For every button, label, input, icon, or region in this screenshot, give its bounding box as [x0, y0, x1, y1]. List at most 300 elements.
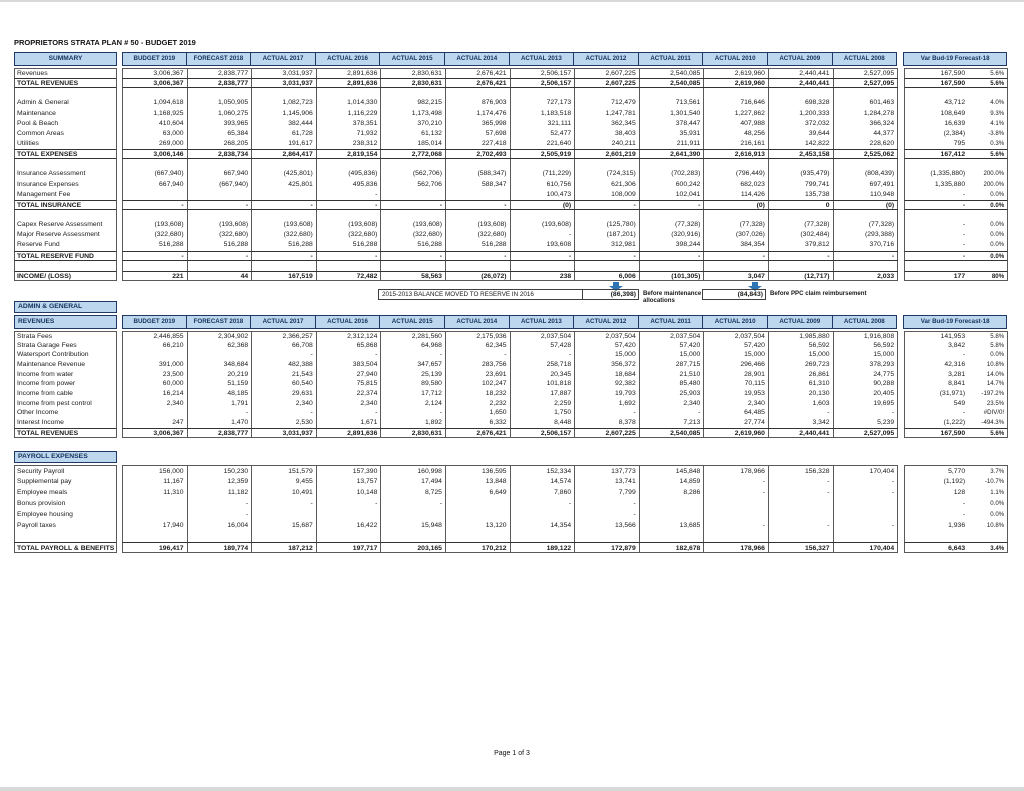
table-row	[14, 210, 1024, 220]
data-cell: -	[317, 498, 382, 509]
var-cell	[904, 498, 1008, 509]
data-cell: 11,310	[123, 487, 188, 498]
var-pct: 0.0%	[990, 221, 1005, 229]
data-cell: 2,175,936	[446, 332, 511, 341]
data-cell: -	[252, 408, 317, 418]
table-row	[14, 98, 1024, 108]
table-row	[14, 190, 1024, 200]
var-value: -	[962, 241, 966, 249]
data-cell: -	[188, 201, 253, 209]
table-row	[14, 520, 1024, 531]
data-cell	[575, 210, 640, 220]
var-value	[905, 88, 968, 98]
data-cell: 182,678	[640, 543, 705, 552]
var-cell	[904, 139, 1008, 149]
var-pct: 200.0%	[983, 170, 1005, 178]
var-pct: 0.3%	[990, 139, 1005, 147]
data-cell: 72,482	[317, 272, 382, 280]
data-cell: (77,328)	[769, 220, 834, 230]
data-cell: (193,608)	[317, 220, 382, 230]
data-cell: -	[317, 252, 382, 260]
data-cell	[511, 210, 576, 220]
var-pct: 5.8%	[990, 332, 1005, 340]
data-cell: 258,718	[511, 360, 576, 370]
var-cell	[904, 88, 1008, 98]
data-cell: 312,981	[575, 240, 640, 250]
data-cell: 26,861	[769, 370, 834, 380]
data-cell	[446, 159, 511, 169]
table-row	[14, 465, 1024, 476]
data-cell	[188, 210, 253, 220]
column-header: ACTUAL 2009	[768, 315, 833, 329]
column-header: ACTUAL 2013	[510, 315, 575, 329]
data-cell: 2,037,504	[704, 332, 769, 341]
var-value: 42,316	[944, 361, 966, 369]
data-cell: (425,801)	[252, 169, 317, 179]
row-label: TOTAL EXPENSES	[14, 149, 117, 159]
data-cell: (320,916)	[640, 230, 705, 240]
column-header: ACTUAL 2011	[639, 52, 704, 66]
data-cell: (193,608)	[188, 220, 253, 230]
data-cell: 296,466	[704, 360, 769, 370]
data-cell: (193,608)	[123, 220, 188, 230]
var-value: 167,412	[940, 151, 966, 159]
data-cell: 1,692	[575, 399, 640, 409]
data-cell: 56,592	[834, 341, 899, 351]
data-cell	[446, 261, 511, 271]
data-cell: 1,145,906	[252, 109, 317, 119]
var-value: 1,936	[948, 521, 966, 529]
var-pct: -10.7%	[984, 477, 1005, 485]
data-cell	[317, 88, 382, 98]
data-cell: 2,506,157	[511, 79, 576, 87]
data-cell: 378,293	[834, 360, 899, 370]
data-cell	[252, 531, 317, 542]
data-cell: 601,463	[834, 98, 899, 108]
var-pct: 0.0%	[990, 499, 1005, 507]
summary-header: SUMMARY	[14, 52, 117, 66]
data-cell: 3,342	[769, 418, 834, 428]
var-pct: 0.0%	[990, 201, 1005, 209]
var-column-header: Var Bud-19 Forecast-18	[903, 315, 1007, 329]
var-pct: 10.8%	[986, 361, 1005, 369]
row-cells	[122, 169, 898, 179]
var-value: -	[962, 499, 966, 507]
var-value: 549	[953, 399, 966, 407]
data-cell: -	[188, 252, 253, 260]
row-cells	[122, 261, 898, 271]
data-cell: 321,111	[511, 119, 576, 129]
data-cell: 19,793	[575, 389, 640, 399]
data-cell: 178,966	[704, 466, 769, 476]
data-cell: 8,378	[575, 418, 640, 428]
data-cell: 2,601,219	[575, 150, 640, 158]
data-cell	[704, 498, 769, 509]
data-cell: 6,006	[575, 272, 640, 280]
data-cell: 3,047	[704, 272, 769, 280]
column-header: FORECAST 2018	[187, 315, 252, 329]
row-label: Security Payroll	[14, 465, 117, 476]
data-cell	[446, 88, 511, 98]
data-cell: 600,242	[640, 180, 705, 190]
data-cell: 38,403	[575, 129, 640, 139]
data-cell: -	[511, 230, 576, 240]
data-cell	[769, 210, 834, 220]
revenues-header-row	[14, 315, 1024, 329]
column-header: ACTUAL 2017	[251, 52, 316, 66]
row-label: Maintenance	[14, 109, 117, 119]
var-cell	[904, 370, 1008, 380]
data-cell: 70,115	[704, 379, 769, 389]
data-cell: 238,312	[317, 139, 382, 149]
data-cell: 1,116,229	[317, 109, 382, 119]
data-cell: 1,650	[446, 408, 511, 418]
data-cell: -	[575, 201, 640, 209]
data-cell: 25,139	[381, 370, 446, 380]
data-cell: 114,426	[704, 190, 769, 200]
table-row	[14, 379, 1024, 389]
row-label: Employee housing	[14, 509, 117, 520]
data-cell: 1,985,880	[769, 332, 834, 341]
data-cell: 156,328	[769, 466, 834, 476]
down-arrow-icon	[752, 282, 758, 286]
table-row	[14, 360, 1024, 370]
data-cell: 12,359	[188, 476, 253, 487]
data-cell: -	[704, 476, 769, 487]
var-cell	[904, 389, 1008, 399]
data-cell: 61,310	[769, 379, 834, 389]
data-cell: 2,440,441	[769, 79, 834, 87]
row-label: Income from power	[14, 379, 117, 389]
data-cell	[640, 531, 705, 542]
var-cell	[904, 109, 1008, 119]
data-cell: 562,706	[381, 180, 446, 190]
data-cell: 196,417	[123, 543, 188, 552]
data-cell: 23,500	[123, 370, 188, 380]
var-pct: 0.0%	[990, 252, 1005, 260]
data-cell: 48,256	[704, 129, 769, 139]
data-cell: 85,480	[640, 379, 705, 389]
row-cells	[122, 476, 898, 487]
table-row	[14, 230, 1024, 240]
data-cell: 8,448	[511, 418, 576, 428]
column-header: ACTUAL 2013	[510, 52, 575, 66]
data-cell: 19,695	[834, 399, 899, 409]
row-cells	[122, 68, 898, 78]
data-cell	[381, 190, 446, 200]
data-cell: -	[446, 350, 511, 360]
data-cell	[446, 210, 511, 220]
data-cell: 2,037,504	[511, 332, 576, 341]
data-cell	[188, 261, 253, 271]
data-cell: -	[381, 201, 446, 209]
row-label: TOTAL REVENUES	[14, 78, 117, 88]
row-cells	[122, 370, 898, 380]
data-cell: 1,603	[769, 399, 834, 409]
var-value: 3,842	[948, 341, 966, 349]
table-row	[14, 251, 1024, 261]
data-cell: 1,892	[381, 418, 446, 428]
data-cell	[123, 159, 188, 169]
row-cells	[122, 487, 898, 498]
data-cell: (935,479)	[769, 169, 834, 179]
var-pct: 4.0%	[990, 99, 1005, 107]
row-cells	[122, 341, 898, 351]
data-cell: 156,000	[123, 466, 188, 476]
data-cell: 2,340	[317, 399, 382, 409]
data-cell: 482,388	[252, 360, 317, 370]
data-cell	[834, 210, 899, 220]
row-label: Payroll taxes	[14, 520, 117, 531]
data-cell: 14,859	[640, 476, 705, 487]
data-cell	[317, 531, 382, 542]
data-cell: 203,165	[381, 543, 446, 552]
data-cell: 2,838,777	[188, 79, 253, 87]
row-label: Utilities	[14, 139, 117, 149]
var-value: 795	[953, 139, 966, 147]
data-cell: 2,702,493	[446, 150, 511, 158]
data-cell: 16,004	[188, 520, 253, 531]
data-cell: 19,953	[704, 389, 769, 399]
data-cell: 667,940	[188, 169, 253, 179]
data-cell: 407,988	[704, 119, 769, 129]
data-cell	[252, 509, 317, 520]
data-cell: 92,382	[575, 379, 640, 389]
data-cell: 3,031,937	[252, 79, 317, 87]
var-pct: 1.1%	[990, 488, 1005, 496]
data-cell	[834, 88, 899, 98]
var-cell	[904, 68, 1008, 78]
table-row	[14, 370, 1024, 380]
data-cell: -	[769, 520, 834, 531]
var-cell	[904, 465, 1008, 476]
table-row	[14, 139, 1024, 149]
var-pct: 0.0%	[990, 190, 1005, 198]
var-value: 5,770	[948, 467, 966, 475]
data-cell: 63,000	[123, 129, 188, 139]
data-cell	[381, 261, 446, 271]
data-cell: 1,301,540	[640, 109, 705, 119]
data-cell: -	[704, 520, 769, 531]
data-cell	[446, 190, 511, 200]
column-header: ACTUAL 2010	[703, 52, 768, 66]
data-cell: 716,646	[704, 98, 769, 108]
data-cell: 23,691	[446, 370, 511, 380]
data-cell: 75,815	[317, 379, 382, 389]
data-cell: 2,530	[252, 418, 317, 428]
table-row	[14, 129, 1024, 139]
data-cell: 15,687	[252, 520, 317, 531]
section-payroll-expenses: PAYROLL EXPENSES	[14, 451, 117, 463]
data-cell: 2,281,560	[381, 332, 446, 341]
data-cell: 1,174,476	[446, 109, 511, 119]
data-cell: 347,657	[381, 360, 446, 370]
data-cell: 2,506,157	[511, 429, 576, 437]
var-cell	[904, 210, 1008, 220]
data-cell	[704, 159, 769, 169]
data-cell: 100,473	[511, 190, 576, 200]
data-cell	[123, 408, 188, 418]
data-cell: 167,519	[252, 272, 317, 280]
row-cells	[122, 88, 898, 98]
data-cell	[640, 88, 705, 98]
table-row	[14, 68, 1024, 78]
data-cell: 2,641,390	[640, 150, 705, 158]
data-cell: 7,799	[575, 487, 640, 498]
row-label: Income from pest control	[14, 399, 117, 409]
data-cell: 348,684	[188, 360, 253, 370]
data-cell: (77,328)	[640, 220, 705, 230]
data-cell: 2,676,421	[446, 429, 511, 437]
payroll-table	[14, 465, 1024, 553]
data-cell	[123, 210, 188, 220]
data-cell: 152,334	[511, 466, 576, 476]
data-cell: 2,540,085	[640, 79, 705, 87]
data-cell: 2,505,919	[511, 150, 576, 158]
data-cell: 89,580	[381, 379, 446, 389]
data-cell: 398,244	[640, 240, 705, 250]
page-number: Page 1 of 3	[494, 750, 530, 757]
row-label: Reserve Fund	[14, 240, 117, 250]
data-cell: 18,232	[446, 389, 511, 399]
data-cell: -	[252, 350, 317, 360]
data-cell: 1,183,518	[511, 109, 576, 119]
row-cells	[122, 465, 898, 476]
data-cell: 1,791	[188, 399, 253, 409]
data-cell: 13,741	[575, 476, 640, 487]
data-cell	[252, 261, 317, 271]
data-cell: 7,213	[640, 418, 705, 428]
var-pct: 0.0%	[990, 510, 1005, 518]
data-cell	[704, 210, 769, 220]
down-arrow-icon	[613, 282, 619, 286]
var-pct: -197.2%	[981, 390, 1005, 398]
data-cell: 15,000	[769, 350, 834, 360]
var-value: 8,841	[948, 380, 966, 388]
var-value: -	[962, 351, 966, 359]
var-pct	[968, 88, 1007, 98]
data-cell	[834, 509, 899, 520]
data-cell: 1,094,618	[123, 98, 188, 108]
data-cell: 362,345	[575, 119, 640, 129]
page-title: PROPRIETORS STRATA PLAN # 50 - BUDGET 2019	[14, 38, 196, 47]
data-cell: -	[511, 498, 576, 509]
data-cell: (0)	[704, 201, 769, 209]
data-cell: 57,698	[446, 129, 511, 139]
note-strip	[14, 281, 1024, 305]
var-value: 177	[953, 272, 966, 280]
data-cell: 682,023	[704, 180, 769, 190]
data-cell: 61,728	[252, 129, 317, 139]
var-cell	[904, 520, 1008, 531]
data-cell: 6,649	[446, 487, 511, 498]
var-value: -	[962, 201, 966, 209]
var-value: 141,953	[940, 332, 966, 340]
var-pct: -494.3%	[981, 419, 1005, 427]
data-cell: 2,124	[381, 399, 446, 409]
data-cell: 516,288	[381, 240, 446, 250]
column-header: ACTUAL 2014	[445, 315, 510, 329]
var-pct: 3.4%	[990, 544, 1005, 552]
data-cell: 60,000	[123, 379, 188, 389]
column-header: ACTUAL 2016	[316, 52, 381, 66]
column-header: ACTUAL 2016	[316, 315, 381, 329]
row-label: Maintenance Revenue	[14, 360, 117, 370]
data-cell: -	[769, 476, 834, 487]
data-cell: -	[640, 408, 705, 418]
data-cell: 287,715	[640, 360, 705, 370]
row-cells	[122, 531, 898, 542]
data-cell: 150,230	[188, 466, 253, 476]
data-cell: (101,305)	[640, 272, 705, 280]
data-cell: 211,911	[640, 139, 705, 149]
var-cell	[904, 190, 1008, 200]
var-value: 16,639	[944, 119, 966, 127]
data-cell: -	[575, 252, 640, 260]
data-cell	[252, 88, 317, 98]
data-cell: -	[704, 252, 769, 260]
var-value: -	[962, 510, 966, 518]
table-row	[14, 476, 1024, 487]
table-row	[14, 487, 1024, 498]
data-cell: 378,447	[640, 119, 705, 129]
row-label: Common Areas	[14, 129, 117, 139]
column-headers	[122, 52, 897, 66]
row-label: TOTAL PAYROLL & BENEFITS	[14, 542, 117, 553]
data-cell	[252, 210, 317, 220]
data-cell: 516,288	[188, 240, 253, 250]
data-cell: 193,608	[511, 240, 576, 250]
data-cell	[511, 261, 576, 271]
data-cell	[769, 159, 834, 169]
data-cell: 2,830,631	[381, 69, 446, 78]
data-cell: 160,998	[381, 466, 446, 476]
data-cell: (711,229)	[511, 169, 576, 179]
data-cell: 2,506,157	[511, 69, 576, 78]
column-header: ACTUAL 2009	[768, 52, 833, 66]
data-cell: 1,168,925	[123, 109, 188, 119]
data-cell: (0)	[834, 201, 899, 209]
data-cell: 10,148	[317, 487, 382, 498]
data-cell: 727,173	[511, 98, 576, 108]
data-cell: 588,347	[446, 180, 511, 190]
row-cells	[122, 159, 898, 169]
table-row	[14, 261, 1024, 271]
var-cell	[904, 230, 1008, 240]
column-header: ACTUAL 2017	[251, 315, 316, 329]
var-pct: 14.0%	[986, 370, 1005, 378]
data-cell: 10,491	[252, 487, 317, 498]
column-header: ACTUAL 2011	[639, 315, 704, 329]
row-label: TOTAL INSURANCE	[14, 200, 117, 210]
var-value: -	[962, 221, 966, 229]
data-cell: -	[317, 408, 382, 418]
row-cells	[122, 251, 898, 261]
data-cell: 60,540	[252, 379, 317, 389]
data-cell: 52,477	[511, 129, 576, 139]
var-pct	[968, 210, 1007, 220]
data-cell: 1,173,498	[381, 109, 446, 119]
data-cell	[123, 509, 188, 520]
var-cell	[904, 271, 1008, 281]
data-cell: 712,479	[575, 98, 640, 108]
data-cell: 982,215	[381, 98, 446, 108]
data-cell: 621,306	[575, 180, 640, 190]
data-cell: (193,608)	[252, 220, 317, 230]
row-label	[14, 210, 117, 220]
data-cell: 370,716	[834, 240, 899, 250]
data-cell: 2,527,095	[834, 79, 899, 87]
